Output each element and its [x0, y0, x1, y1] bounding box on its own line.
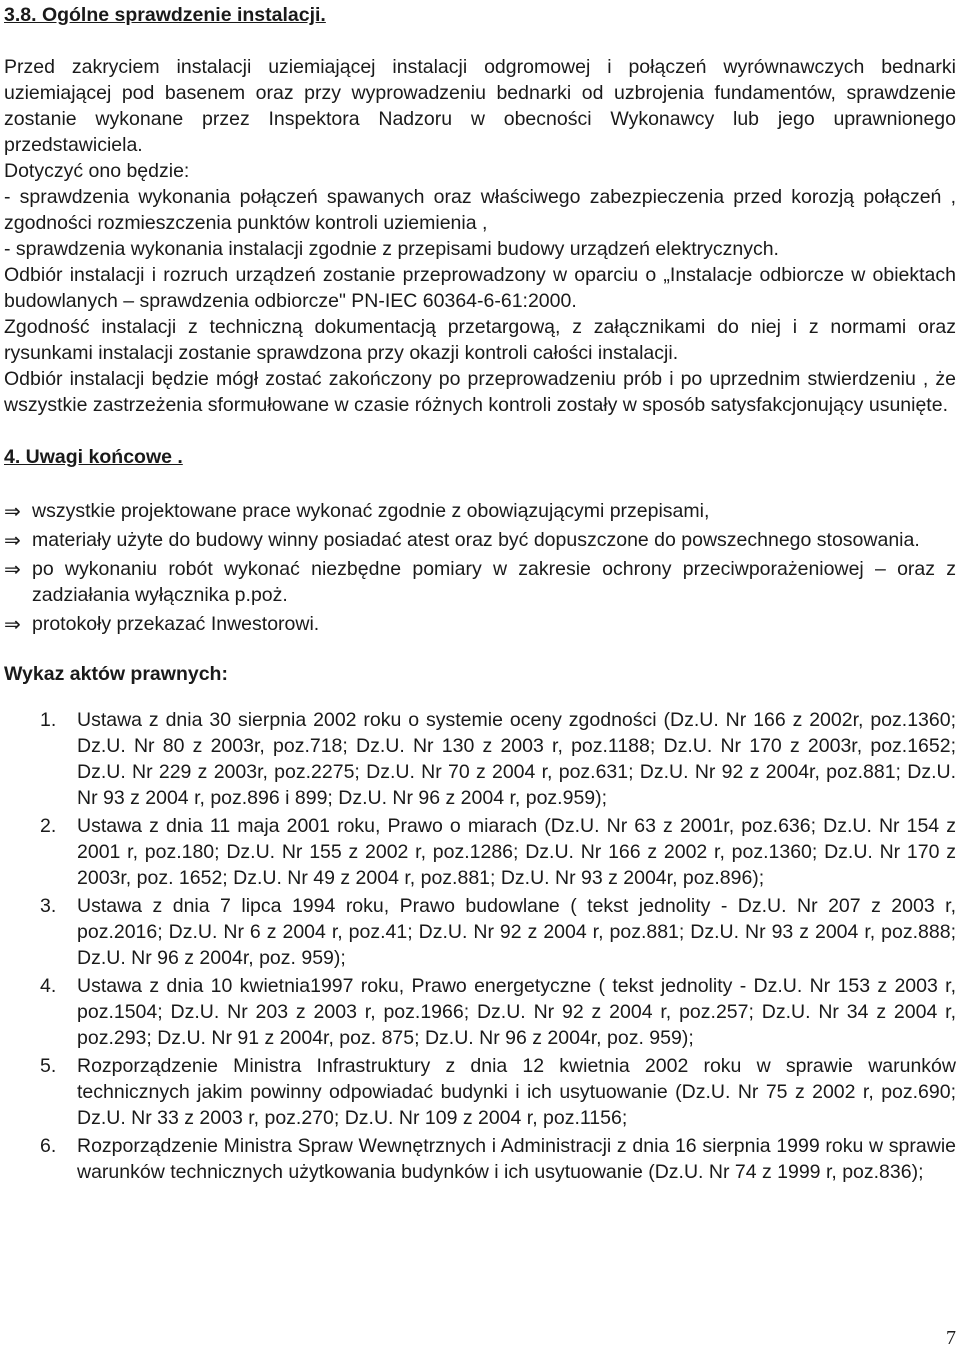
completion-paragraph: Odbiór instalacji będzie mógł zostać zakończony po przeprowadzeniu prób i po uprzednim stwierdzeniu , że wszystkie zastrzeżenia sformułowane w czasie różnych kontroli zostały w sposób satysfakcjonujący usunięte. — [4, 368, 956, 416]
legal-acts-heading: Wykaz aktów prawnych: — [4, 663, 228, 685]
item-number: 3. — [40, 894, 57, 917]
item-text: Rozporządzenie Ministra Spraw Wewnętrznych i Administracji z dnia 16 sierpnia 1999 roku w sprawie warunków technicznych użytkowania budynków i ich usytuowanie (Dz.U. Nr 74 z 1999 r, poz.836); — [77, 1134, 956, 1183]
list-item: ⇒ materiały użyte do budowy winny posiadać atest oraz być dopuszczone do powszechnego stosowania. — [4, 528, 920, 552]
item-text: Rozporządzenie Ministra Infrastruktury z dnia 12 kwietnia 2002 roku w sprawie warunków technicznych jakim powinny odpowiadać budynki i ich usytuowanie (Dz.U. Nr 75 z 2002 r, poz.690; Dz.U. Nr 33 z 2003 r, poz.270; Dz.U. Nr 109 z 2004 r, poz.1156; — [77, 1054, 956, 1129]
item-text: Ustawa z dnia 7 lipca 1994 roku, Prawo budowlane ( tekst jednolity - Dz.U. Nr 207 z 2003 r, poz.2016; Dz.U. Nr 6 z 2004 r, poz.41; Dz.U. Nr 92 z 2004 r, poz.881; Dz.U. Nr 93 z 2004 r, poz.888; Dz.U. Nr 96 z 2004r, poz. 959); — [77, 894, 956, 969]
arrow-right-icon: ⇒ — [4, 499, 21, 523]
item-number: 1. — [40, 708, 57, 731]
scope-intro: Dotyczyć ono będzie: — [4, 160, 190, 182]
document-page — [4, 0, 956, 1187]
scope-item: - sprawdzenia wykonania instalacji zgodnie z przepisami budowy urządzeń elektrycznych. — [4, 238, 779, 260]
list-item — [4, 707, 956, 811]
acceptance-paragraph: Odbiór instalacji i rozruch urządzeń zostanie przeprowadzony w oparciu o „Instalacje odbiorcze w obiektach budowlanych – sprawdzenia odbiorcze" PN-IEC 60364-6-61:2000. — [4, 264, 956, 312]
arrow-right-icon: ⇒ — [4, 612, 21, 636]
list-item — [4, 1133, 956, 1185]
section-heading: 3.8. Ogólne sprawdzenie instalacji. — [4, 4, 326, 26]
scope-item: - sprawdzenia wykonania połączeń spawanych oraz właściwego zabezpieczenia przed korozją połączeń , zgodności rozmieszczenia punktów kontroli uziemienia , — [4, 186, 956, 234]
item-number: 4. — [40, 974, 57, 997]
item-text: Ustawa z dnia 30 sierpnia 2002 roku o systemie oceny zgodności (Dz.U. Nr 166 z 2002r, poz.1360; Dz.U. Nr 80 z 2003r, poz.718; Dz.U. Nr 130 z 2003 r, poz.1188; Dz.U. Nr 170 z 2003r, poz.1652; Dz.U. Nr 229 z 2003r, poz.2275; Dz.U. Nr 70 z 2004 r, poz.631; Dz.U. Nr 92 z 2004r, poz.881; Dz.U. Nr 93 z 2004 r, poz.896 i 899; Dz.U. Nr 96 z 2004 r, poz.959); — [77, 708, 956, 809]
list-item: ⇒ po wykonaniu robót wykonać niezbędne pomiary w zakresie ochrony przeciwporażeniowej – oraz z zadziałania wyłącznika p.poż. — [4, 557, 956, 606]
list-item: ⇒ wszystkie projektowane prace wykonać zgodnie z obowiązującymi przepisami, — [4, 499, 710, 523]
compliance-paragraph: Zgodność instalacji z techniczną dokumentacją przetargową, z załącznikami do niej i z normami oraz rysunkami instalacji zostanie sprawdzona przy okazji kontroli całości instalacji. — [4, 316, 956, 364]
final-remarks-heading: 4. Uwagi końcowe . — [4, 446, 183, 468]
item-text: Ustawa z dnia 11 maja 2001 roku, Prawo o miarach (Dz.U. Nr 63 z 2001r, poz.636; Dz.U. Nr 154 z 2001 r, poz.180; Dz.U. Nr 155 z 2002 r, poz.1286; Dz.U. Nr 166 z 2002 r, poz.1360; Dz.U. Nr 170 z 2003r, poz. 1652; Dz.U. Nr 49 z 2004 r, poz.881; Dz.U. Nr 93 z 2004r, poz.896); — [77, 814, 956, 889]
list-item — [4, 813, 956, 891]
list-item: ⇒ protokoły przekazać Inwestorowi. — [4, 612, 320, 636]
list-item — [4, 973, 956, 1051]
item-number: 6. — [40, 1134, 57, 1157]
list-item — [4, 893, 956, 971]
arrow-right-icon: ⇒ — [4, 528, 21, 552]
legal-acts-list — [4, 707, 956, 1185]
intro-paragraph: Przed zakryciem instalacji uziemiającej instalacji odgromowej i połączeń wyrównawczych bednarki uziemiającej pod basenem oraz przy wyprowadzeniu bednarki od uzbrojenia fundamentów, sprawdzenie zostanie wykonane przez Inspektora Nadzoru w obecności Wykonawcy lub jego uprawnionego przedstawiciela. — [4, 56, 956, 156]
list-item — [4, 1053, 956, 1131]
item-number: 5. — [40, 1054, 57, 1077]
item-text: Ustawa z dnia 10 kwietnia1997 roku, Prawo energetyczne ( tekst jednolity - Dz.U. Nr 153 z 2003 r, poz.1504; Dz.U. Nr 203 z 2003 r, poz.1966; Dz.U. Nr 92 z 2004 r, poz.257; Dz.U. Nr 34 z 2004 r, poz.293; Dz.U. Nr 91 z 2004r, poz. 875; Dz.U. Nr 96 z 2004r, poz. 959); — [77, 974, 956, 1049]
arrow-right-icon: ⇒ — [4, 557, 21, 581]
final-remarks-list — [4, 498, 956, 637]
item-number: 2. — [40, 814, 57, 837]
page-number: 7 — [946, 1327, 956, 1349]
